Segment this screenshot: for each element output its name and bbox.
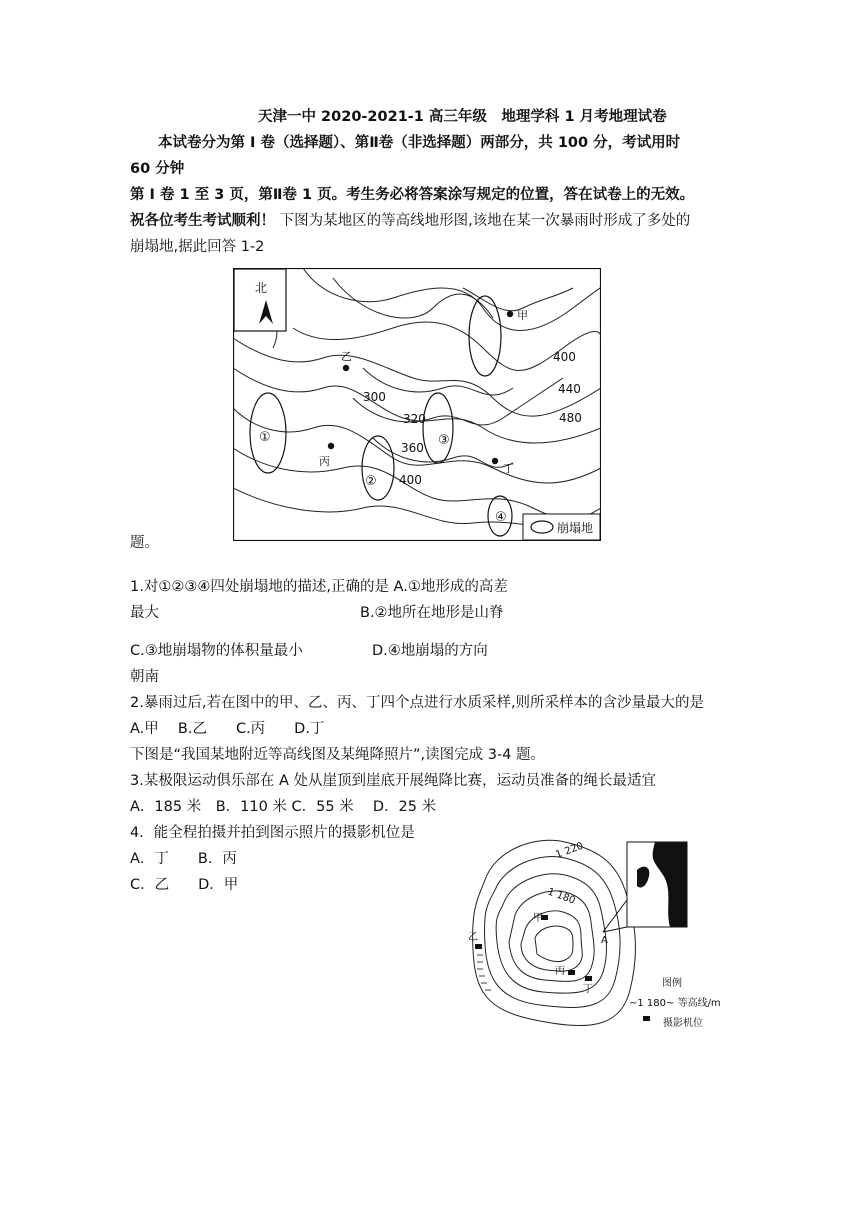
point-jia: 甲 xyxy=(517,309,528,322)
contour-map-figure2 xyxy=(465,830,725,1035)
collapse-marker-4: ④ xyxy=(495,510,507,525)
contour-map-figure1 xyxy=(233,268,601,541)
legend-camera-icon xyxy=(643,1016,650,1021)
legend-collapse-label: 崩塌地 xyxy=(557,521,594,535)
contour-label-360: 360 xyxy=(401,441,424,455)
legend-title: 图例 xyxy=(662,978,682,989)
contour-label-300: 300 xyxy=(363,390,386,404)
camera-bing-icon xyxy=(568,970,575,975)
contour-label-440: 440 xyxy=(558,382,581,396)
contour-label-1180: 1 180 xyxy=(545,886,577,907)
legend-contour-label: ~1 180~ 等高线/m xyxy=(629,998,721,1009)
exam-intro-line1: 本试卷分为第 I 卷（选择题）、第Ⅱ卷（非选择题）两部分，共 100 分，考试用时 xyxy=(158,135,681,151)
point-a-label: A xyxy=(601,935,608,946)
camera-yi-icon xyxy=(475,944,482,949)
q3-options: A．185 米 B．110 米 C．55 米 D．25 米 xyxy=(130,799,437,815)
contour-label-480: 480 xyxy=(559,411,582,425)
collapse-marker-1: ① xyxy=(259,430,271,445)
exam-wish: 祝各位考生考试顺利！ xyxy=(130,213,275,229)
north-label: 北 xyxy=(255,281,268,295)
q2-options: A.甲 B.乙 C.丙 D.丁 xyxy=(130,721,325,737)
q34-intro: 下图是“我国某地附近等高线图及某绳降照片”,读图完成 3-4 题。 xyxy=(130,747,546,763)
q1-option-c: C.③地崩塌物的体积量最小 xyxy=(130,643,303,659)
q1-line1: 1.对①②③④四处崩塌地的描述,正确的是 A.①地形成的高差 xyxy=(130,579,508,595)
camera-ding-icon xyxy=(585,976,592,981)
camera-jia-label: 甲 xyxy=(533,913,543,924)
camera-ding-label: 丁 xyxy=(583,984,593,995)
q1-option-a-end: 最大 xyxy=(130,605,159,621)
q1-option-b: B.②地所在地形是山脊 xyxy=(360,605,504,621)
camera-bing-label: 丙 xyxy=(555,966,565,977)
point-ding: 丁 xyxy=(503,462,514,475)
q4-options-cd: C．乙 D．甲 xyxy=(130,877,239,893)
contour-label-400-east: 400 xyxy=(553,350,576,364)
question-stem-end: 题。 xyxy=(130,535,159,551)
contour-label-320: 320 xyxy=(403,412,426,426)
point-yi: 乙 xyxy=(341,350,352,363)
question-stem-line2: 崩塌地,据此回答 1-2 xyxy=(130,239,265,255)
camera-yi-label: 乙 xyxy=(468,932,478,943)
question-stem-line1 xyxy=(130,211,690,231)
collapse-marker-2: ② xyxy=(365,474,377,489)
collapse-marker-3: ③ xyxy=(438,433,450,448)
q1-option-d-end: 朝南 xyxy=(130,669,159,685)
q3-line1: 3.某极限运动俱乐部在 A 处从崖顶到崖底开展绳降比赛，运动员准备的绳长最适宜 xyxy=(130,773,656,789)
q1-option-d: D.④地崩塌的方向 xyxy=(372,643,488,659)
contour-label-400-center: 400 xyxy=(399,473,422,487)
contour-label-1220: 1 220 xyxy=(554,840,585,861)
q4-line1: 4．能全程拍摄并拍到图示照片的摄影机位是 xyxy=(130,825,415,841)
exam-intro-line2: 60 分钟 xyxy=(130,161,185,177)
legend-camera-label: 摄影机位 xyxy=(663,1018,703,1029)
stem-text: 下图为某地区的等高线地形图,该地在某一次暴雨时形成了多处的 xyxy=(275,213,691,229)
q4-options-ab: A．丁 B．丙 xyxy=(130,851,237,867)
document-title: 天津一中 2020-2021-1 高三年级 地理学科 1 月考地理试卷 xyxy=(258,109,667,125)
q2-line1: 2.暴雨过后,若在图中的甲、乙、丙、丁四个点进行水质采样,则所采样本的含沙量最大的是 xyxy=(130,695,705,711)
exam-intro-line3: 第 I 卷 1 至 3 页，第Ⅱ卷 1 页。考生务必将答案涂写规定的位置，答在试卷上的无效。 xyxy=(130,187,695,203)
point-bing: 丙 xyxy=(319,455,330,468)
